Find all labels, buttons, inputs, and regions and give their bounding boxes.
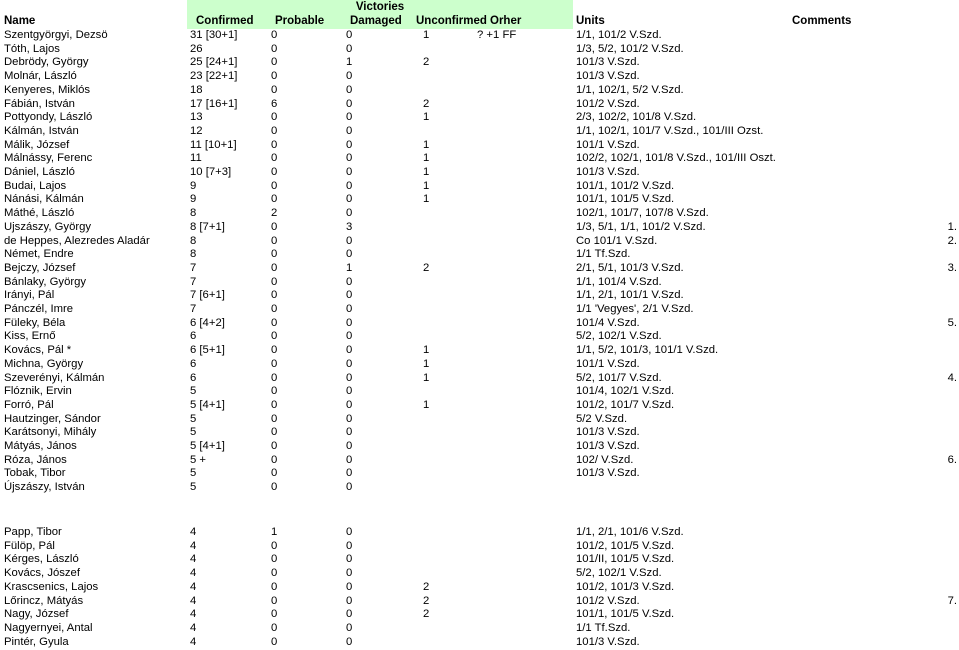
cell-name: Német, Endre bbox=[4, 248, 74, 261]
cell-probable: 0 bbox=[271, 453, 278, 466]
cell-comments: 6. bbox=[947, 453, 957, 466]
cell-confirmed: 4 bbox=[190, 580, 197, 593]
cell-unconfirmed: 2 bbox=[423, 580, 430, 593]
cell-confirmed: 4 bbox=[190, 539, 197, 552]
table-row bbox=[0, 581, 959, 595]
cell-units: 1/1 Tf.Szd. bbox=[576, 621, 631, 634]
cell-confirmed: 6 bbox=[190, 371, 197, 384]
cell-name: Forró, Pál bbox=[4, 398, 54, 411]
cell-damaged: 0 bbox=[346, 275, 353, 288]
cell-confirmed: 8 bbox=[190, 234, 197, 247]
cell-damaged: 0 bbox=[346, 193, 353, 206]
cell-unconfirmed: 2 bbox=[423, 56, 430, 69]
cell-name: Kenyeres, Miklós bbox=[4, 83, 91, 96]
cell-probable: 0 bbox=[271, 608, 278, 621]
table-row bbox=[0, 303, 959, 317]
table-row bbox=[0, 372, 959, 386]
cell-name: Újszászy, István bbox=[4, 481, 85, 494]
cell-units: 5/2, 102/1 V.Szd. bbox=[576, 567, 662, 580]
table-row bbox=[0, 98, 959, 112]
cell-confirmed: 9 bbox=[190, 179, 197, 192]
cell-confirmed: 5 bbox=[190, 426, 197, 439]
cell-probable: 0 bbox=[271, 412, 278, 425]
cell-confirmed: 6 [4+2] bbox=[190, 316, 225, 329]
cell-name: Michna, György bbox=[4, 357, 84, 370]
cell-units: 2/3, 102/2, 101/8 V.Szd. bbox=[576, 111, 697, 124]
cell-units: 1/1, 101/2 V.Szd. bbox=[576, 29, 662, 41]
cell-damaged: 0 bbox=[346, 539, 353, 552]
table-row bbox=[0, 330, 959, 344]
cell-name: Lőrincz, Mátyás bbox=[4, 594, 84, 607]
col-header-confirmed: Confirmed bbox=[196, 15, 254, 27]
table-row bbox=[0, 180, 959, 194]
cell-confirmed: 7 bbox=[190, 261, 197, 274]
cell-name: Málik, József bbox=[4, 138, 70, 151]
cell-probable: 0 bbox=[271, 234, 278, 247]
cell-damaged: 0 bbox=[346, 467, 353, 480]
table-row bbox=[0, 454, 959, 468]
cell-confirmed: 12 bbox=[190, 124, 203, 137]
table-row bbox=[0, 125, 959, 139]
cell-damaged: 0 bbox=[346, 553, 353, 566]
table-row bbox=[0, 595, 959, 609]
cell-unconfirmed: 2 bbox=[423, 608, 430, 621]
cell-comments: 3. bbox=[947, 261, 957, 274]
cell-units: 1/1 Tf.Szd. bbox=[576, 248, 631, 261]
cell-confirmed: 5 bbox=[190, 481, 197, 494]
cell-confirmed: 8 bbox=[190, 207, 197, 220]
cell-confirmed: 23 [22+1] bbox=[190, 70, 238, 83]
table-row bbox=[0, 344, 959, 358]
cell-confirmed: 8 [7+1] bbox=[190, 220, 225, 233]
cell-damaged: 0 bbox=[346, 621, 353, 634]
table-row bbox=[0, 622, 959, 636]
table-row bbox=[0, 567, 959, 581]
cell-units: 101/3 V.Szd. bbox=[576, 440, 640, 452]
cell-damaged: 0 bbox=[346, 567, 353, 580]
cell-units: 101/3 V.Szd. bbox=[576, 426, 640, 439]
cell-damaged: 0 bbox=[346, 412, 353, 425]
cell-name: Kiss, Ernő bbox=[4, 330, 56, 343]
cell-damaged: 0 bbox=[346, 138, 353, 151]
cell-name: Dániel, László bbox=[4, 166, 75, 178]
cell-units: 101/3 V.Szd. bbox=[576, 70, 640, 83]
cell-confirmed: 31 [30+1] bbox=[190, 29, 238, 41]
cell-units: 1/1, 101/4 V.Szd. bbox=[576, 275, 662, 288]
cell-probable: 0 bbox=[271, 138, 278, 151]
cell-damaged: 0 bbox=[346, 357, 353, 370]
cell-unconfirmed: 1 bbox=[423, 179, 430, 192]
cell-probable: 0 bbox=[271, 594, 278, 607]
cell-unconfirmed: 1 bbox=[423, 344, 430, 357]
cell-probable: 0 bbox=[271, 567, 278, 580]
cell-units: 102/ V.Szd. bbox=[576, 453, 634, 466]
col-header-comments: Comments bbox=[792, 15, 852, 27]
cell-name: Róza, János bbox=[4, 453, 67, 466]
cell-name: Pánczél, Imre bbox=[4, 303, 74, 315]
table-row bbox=[0, 70, 959, 84]
cell-units: 5/2, 101/7 V.Szd. bbox=[576, 371, 662, 384]
cell-name: Pintér, Gyula bbox=[4, 635, 69, 648]
cell-units: 5/2, 102/1 V.Szd. bbox=[576, 330, 662, 343]
cell-name: Kovács, Pál * bbox=[4, 344, 72, 357]
cell-name: Tobak, Tibor bbox=[4, 467, 66, 480]
table-row bbox=[0, 221, 959, 235]
cell-confirmed: 5 bbox=[190, 412, 197, 425]
cell-damaged: 0 bbox=[346, 608, 353, 621]
cell-units: 101/1 V.Szd. bbox=[576, 138, 640, 151]
col-header-damaged: Damaged bbox=[350, 15, 402, 27]
cell-damaged: 0 bbox=[346, 97, 353, 110]
cell-damaged: 0 bbox=[346, 481, 353, 494]
cell-probable: 0 bbox=[271, 621, 278, 634]
cell-name: Kálmán, István bbox=[4, 124, 79, 137]
cell-unconfirmed: 1 bbox=[423, 166, 430, 178]
cell-units: 1/1, 2/1, 101/6 V.Szd. bbox=[576, 526, 684, 538]
cell-confirmed: 10 [7+3] bbox=[190, 166, 232, 178]
cell-name: Irányi, Pál bbox=[4, 289, 55, 302]
table-row bbox=[0, 608, 959, 622]
cell-units: 101/2 V.Szd. bbox=[576, 97, 640, 110]
cell-name: Bejczy, József bbox=[4, 261, 76, 274]
table-row bbox=[0, 317, 959, 331]
table-row bbox=[0, 276, 959, 290]
table-row bbox=[0, 29, 959, 43]
table-row bbox=[0, 56, 959, 70]
table-row bbox=[0, 526, 959, 540]
cell-probable: 0 bbox=[271, 580, 278, 593]
cell-damaged: 0 bbox=[346, 635, 353, 648]
cell-confirmed: 4 bbox=[190, 608, 197, 621]
col-header-probable: Probable bbox=[275, 15, 325, 27]
cell-confirmed: 11 [10+1] bbox=[190, 138, 237, 151]
cell-probable: 0 bbox=[271, 193, 278, 206]
cell-probable: 6 bbox=[271, 97, 278, 110]
cell-damaged: 0 bbox=[346, 398, 353, 411]
table-row bbox=[0, 413, 959, 427]
cell-probable: 0 bbox=[271, 56, 278, 69]
cell-damaged: 0 bbox=[346, 124, 353, 137]
cell-confirmed: 4 bbox=[190, 594, 197, 607]
cell-confirmed: 7 bbox=[190, 275, 197, 288]
cell-confirmed: 5 [4+1] bbox=[190, 398, 225, 411]
cell-name: Hautzinger, Sándor bbox=[4, 412, 101, 425]
cell-units: 1/1 'Vegyes', 2/1 V.Szd. bbox=[576, 303, 694, 315]
cell-name: Szentgyörgyi, Dezsö bbox=[4, 29, 108, 41]
table-row bbox=[0, 385, 959, 399]
cell-unconfirmed: 1 bbox=[423, 152, 430, 165]
cell-damaged: 1 bbox=[346, 56, 353, 69]
cell-units: 101/1, 101/5 V.Szd. bbox=[576, 608, 675, 621]
col-header-unconfirmed: Unconfirmed bbox=[416, 15, 487, 27]
cell-probable: 0 bbox=[271, 289, 278, 302]
cell-damaged: 0 bbox=[346, 316, 353, 329]
cell-confirmed: 6 [5+1] bbox=[190, 344, 225, 357]
cell-units: 101/3 V.Szd. bbox=[576, 56, 640, 69]
cell-confirmed: 18 bbox=[190, 83, 203, 96]
cell-probable: 0 bbox=[271, 371, 278, 384]
cell-probable: 0 bbox=[271, 330, 278, 343]
col-header-units: Units bbox=[576, 15, 605, 27]
cell-comments: 1. bbox=[947, 220, 957, 233]
cell-units: 1/3, 5/1, 1/1, 101/2 V.Szd. bbox=[576, 220, 706, 233]
cell-units: 101/1, 101/5 V.Szd. bbox=[576, 193, 675, 206]
cell-probable: 0 bbox=[271, 275, 278, 288]
cell-name: Málnássy, Ferenc bbox=[4, 152, 93, 165]
cell-units: 101/1, 101/2 V.Szd. bbox=[576, 179, 675, 192]
cell-probable: 0 bbox=[271, 385, 278, 398]
table-row bbox=[0, 84, 959, 98]
cell-damaged: 0 bbox=[346, 83, 353, 96]
cell-probable: 0 bbox=[271, 29, 278, 41]
cell-units: 101/4, 102/1 V.Szd. bbox=[576, 385, 675, 398]
cell-units: 101/2, 101/5 V.Szd. bbox=[576, 539, 675, 552]
cell-probable: 0 bbox=[271, 111, 278, 124]
cell-probable: 0 bbox=[271, 152, 278, 165]
column-header-row bbox=[0, 15, 959, 29]
cell-confirmed: 5 + bbox=[190, 453, 207, 466]
table-row bbox=[0, 248, 959, 262]
cell-name: Kérges, László bbox=[4, 553, 79, 566]
cell-damaged: 0 bbox=[346, 344, 353, 357]
cell-comments: 5. bbox=[947, 316, 957, 329]
table-row bbox=[0, 139, 959, 153]
cell-units: 101/2 V.Szd. bbox=[576, 594, 640, 607]
cell-confirmed: 4 bbox=[190, 553, 197, 566]
cell-damaged: 0 bbox=[346, 594, 353, 607]
table-row bbox=[0, 399, 959, 413]
cell-units: 101/2, 101/7 V.Szd. bbox=[576, 398, 675, 411]
cell-damaged: 0 bbox=[346, 42, 353, 55]
victories-group-title: Victories bbox=[355, 1, 405, 13]
cell-unconfirmed: 1 bbox=[423, 111, 430, 124]
cell-name: Fábián, István bbox=[4, 97, 75, 110]
cell-orher: ? +1 FF bbox=[477, 29, 517, 41]
table-row bbox=[0, 636, 959, 650]
cell-confirmed: 13 bbox=[190, 111, 203, 124]
cell-damaged: 0 bbox=[346, 453, 353, 466]
cell-units: 5/2 V.Szd. bbox=[576, 412, 628, 425]
table-row bbox=[0, 193, 959, 207]
cell-unconfirmed: 2 bbox=[423, 97, 430, 110]
cell-unconfirmed: 1 bbox=[423, 138, 430, 151]
cell-name: Tóth, Lajos bbox=[4, 42, 60, 55]
table-row bbox=[0, 235, 959, 249]
cell-damaged: 0 bbox=[346, 207, 353, 220]
table-row bbox=[0, 207, 959, 221]
cell-damaged: 0 bbox=[346, 70, 353, 83]
cell-name: Máthé, László bbox=[4, 207, 75, 220]
cell-units: 101/II, 101/5 V.Szd. bbox=[576, 553, 675, 566]
cell-damaged: 0 bbox=[346, 248, 353, 261]
cell-units: 1/3, 5/2, 101/2 V.Szd. bbox=[576, 42, 684, 55]
cell-name: Nánási, Kálmán bbox=[4, 193, 84, 206]
table-row bbox=[0, 43, 959, 57]
cell-name: Molnár, László bbox=[4, 70, 77, 83]
cell-unconfirmed: 1 bbox=[423, 371, 430, 384]
cell-units: 1/1, 102/1, 101/7 V.Szd., 101/III Ozst. bbox=[576, 124, 764, 137]
table-row bbox=[0, 262, 959, 276]
cell-confirmed: 5 [4+1] bbox=[190, 440, 225, 452]
col-header-name: Name bbox=[4, 15, 36, 27]
cell-name: Pottyondy, László bbox=[4, 111, 93, 124]
cell-confirmed: 8 bbox=[190, 248, 197, 261]
table-row bbox=[0, 152, 959, 166]
cell-units: 101/1 V.Szd. bbox=[576, 357, 640, 370]
cell-damaged: 0 bbox=[346, 330, 353, 343]
cell-name: Mátyás, János bbox=[4, 440, 77, 452]
table-row bbox=[0, 166, 959, 180]
cell-name: Bánlaky, György bbox=[4, 275, 87, 288]
cell-probable: 0 bbox=[271, 303, 278, 315]
cell-probable: 0 bbox=[271, 83, 278, 96]
cell-damaged: 0 bbox=[346, 440, 353, 452]
cell-name: Ujszászy, György bbox=[4, 220, 92, 233]
cell-name: Debrödy, György bbox=[4, 56, 89, 69]
cell-confirmed: 25 [24+1] bbox=[190, 56, 238, 69]
cell-confirmed: 6 bbox=[190, 330, 197, 343]
cell-probable: 0 bbox=[271, 179, 278, 192]
cell-probable: 0 bbox=[271, 70, 278, 83]
cell-damaged: 0 bbox=[346, 111, 353, 124]
cell-damaged: 0 bbox=[346, 303, 353, 315]
cell-units: 101/3 V.Szd. bbox=[576, 166, 640, 178]
cell-confirmed: 7 bbox=[190, 303, 197, 315]
table-row bbox=[0, 358, 959, 372]
cell-name: Krascsenics, Lajos bbox=[4, 580, 99, 593]
cell-unconfirmed: 1 bbox=[423, 29, 430, 41]
cell-damaged: 0 bbox=[346, 289, 353, 302]
cell-units: 101/2, 101/3 V.Szd. bbox=[576, 580, 675, 593]
cell-probable: 0 bbox=[271, 553, 278, 566]
cell-confirmed: 5 bbox=[190, 385, 197, 398]
cell-confirmed: 4 bbox=[190, 635, 197, 648]
cell-confirmed: 6 bbox=[190, 357, 197, 370]
cell-damaged: 1 bbox=[346, 261, 353, 274]
cell-probable: 0 bbox=[271, 248, 278, 261]
table-row bbox=[0, 553, 959, 567]
cell-damaged: 0 bbox=[346, 29, 353, 41]
cell-units: 1/1, 102/1, 5/2 V.Szd. bbox=[576, 83, 684, 96]
cell-damaged: 0 bbox=[346, 234, 353, 247]
cell-probable: 1 bbox=[271, 526, 278, 538]
cell-confirmed: 5 bbox=[190, 467, 197, 480]
cell-unconfirmed: 2 bbox=[423, 261, 430, 274]
cell-name: Kovács, Jószef bbox=[4, 567, 80, 580]
cell-comments: 2. bbox=[947, 234, 957, 247]
table-row bbox=[0, 440, 959, 454]
cell-name: Fülöp, Pál bbox=[4, 539, 55, 552]
cell-probable: 0 bbox=[271, 166, 278, 178]
cell-probable: 2 bbox=[271, 207, 278, 220]
cell-comments: 7. bbox=[947, 594, 957, 607]
cell-damaged: 0 bbox=[346, 179, 353, 192]
cell-units: Co 101/1 V.Szd. bbox=[576, 234, 658, 247]
cell-units: 102/1, 101/7, 107/8 V.Szd. bbox=[576, 207, 709, 220]
cell-units: 101/3 V.Szd. bbox=[576, 467, 640, 480]
table-row bbox=[0, 111, 959, 125]
cell-unconfirmed: 2 bbox=[423, 594, 430, 607]
cell-probable: 0 bbox=[271, 635, 278, 648]
table-row bbox=[0, 540, 959, 554]
cell-probable: 0 bbox=[271, 357, 278, 370]
cell-confirmed: 7 [6+1] bbox=[190, 289, 225, 302]
cell-unconfirmed: 1 bbox=[423, 193, 430, 206]
cell-damaged: 0 bbox=[346, 371, 353, 384]
cell-damaged: 0 bbox=[346, 580, 353, 593]
table-row bbox=[0, 289, 959, 303]
cell-confirmed: 4 bbox=[190, 621, 197, 634]
cell-unconfirmed: 1 bbox=[423, 357, 430, 370]
cell-probable: 0 bbox=[271, 426, 278, 439]
cell-unconfirmed: 1 bbox=[423, 398, 430, 411]
cell-name: Budai, Lajos bbox=[4, 179, 67, 192]
cell-probable: 0 bbox=[271, 467, 278, 480]
cell-damaged: 0 bbox=[346, 166, 353, 178]
cell-confirmed: 9 bbox=[190, 193, 197, 206]
cell-damaged: 0 bbox=[346, 385, 353, 398]
cell-probable: 0 bbox=[271, 42, 278, 55]
cell-units: 101/4 V.Szd. bbox=[576, 316, 640, 329]
table-row bbox=[0, 481, 959, 495]
cell-damaged: 3 bbox=[346, 220, 353, 233]
cell-units: 2/1, 5/1, 101/3 V.Szd. bbox=[576, 261, 684, 274]
cell-units: 1/1, 5/2, 101/3, 101/1 V.Szd. bbox=[576, 344, 719, 357]
cell-name: Nagyernyei, Antal bbox=[4, 621, 93, 634]
cell-name: Füleky, Béla bbox=[4, 316, 66, 329]
table-row bbox=[0, 426, 959, 440]
table-row bbox=[0, 467, 959, 481]
cell-probable: 0 bbox=[271, 261, 278, 274]
cell-name: Karátsonyi, Mihály bbox=[4, 426, 97, 439]
cell-comments: 4. bbox=[947, 371, 957, 384]
cell-probable: 0 bbox=[271, 539, 278, 552]
cell-units: 1/1, 2/1, 101/1 V.Szd. bbox=[576, 289, 684, 302]
cell-name: de Heppes, Alezredes Aladár bbox=[4, 234, 150, 247]
cell-units: 102/2, 102/1, 101/8 V.Szd., 101/III Oszt. bbox=[576, 152, 776, 165]
cell-probable: 0 bbox=[271, 220, 278, 233]
cell-probable: 0 bbox=[271, 344, 278, 357]
cell-units: 101/3 V.Szd. bbox=[576, 635, 640, 648]
cell-name: Szeverényi, Kálmán bbox=[4, 371, 105, 384]
cell-confirmed: 4 bbox=[190, 567, 197, 580]
cell-probable: 0 bbox=[271, 124, 278, 137]
cell-name: Flóznik, Ervin bbox=[4, 385, 72, 398]
cell-probable: 0 bbox=[271, 316, 278, 329]
cell-damaged: 0 bbox=[346, 152, 353, 165]
cell-probable: 0 bbox=[271, 440, 278, 452]
cell-damaged: 0 bbox=[346, 426, 353, 439]
col-header-orher: Orher bbox=[490, 15, 522, 27]
cell-probable: 0 bbox=[271, 481, 278, 494]
cell-confirmed: 17 [16+1] bbox=[190, 97, 238, 110]
cell-name: Nagy, József bbox=[4, 608, 69, 621]
cell-probable: 0 bbox=[271, 398, 278, 411]
cell-confirmed: 26 bbox=[190, 42, 203, 55]
cell-name: Papp, Tibor bbox=[4, 526, 62, 538]
cell-damaged: 0 bbox=[346, 526, 353, 538]
cell-confirmed: 11 bbox=[190, 152, 202, 165]
cell-confirmed: 4 bbox=[190, 526, 197, 538]
